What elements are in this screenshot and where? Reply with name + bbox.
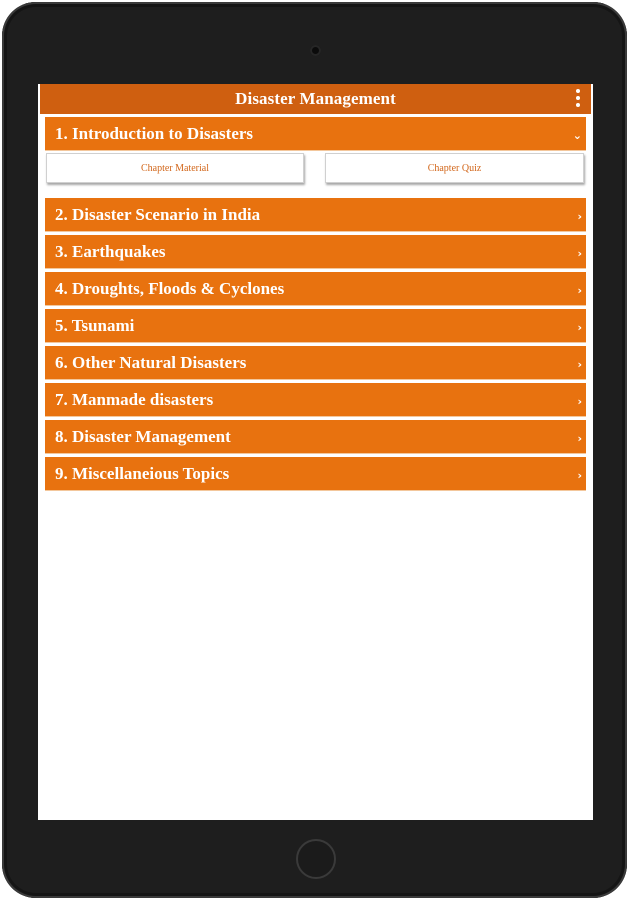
app-screen xyxy=(38,84,593,820)
chevron-right-icon: › xyxy=(577,469,582,482)
chapter-label: 6. Other Natural Disasters xyxy=(55,353,247,372)
chapter-material-button[interactable]: Chapter Material xyxy=(46,153,304,183)
chapter-label: 9. Miscellaneious Topics xyxy=(55,464,230,483)
app-title: Disaster Management xyxy=(235,89,396,108)
chapter-1-options xyxy=(45,151,586,195)
chapter-label: 7. Manmade disasters xyxy=(55,390,214,409)
chevron-right-icon: › xyxy=(577,321,582,334)
chevron-right-icon: › xyxy=(577,210,582,223)
tablet-frame xyxy=(2,2,627,898)
chapter-label: 1. Introduction to Disasters xyxy=(55,124,254,143)
chevron-right-icon: › xyxy=(577,432,582,445)
chapter-label: 4. Droughts, Floods & Cyclones xyxy=(55,279,285,298)
chevron-right-icon: › xyxy=(577,284,582,297)
chevron-down-icon: ⌄ xyxy=(572,129,582,142)
chapter-row-9[interactable] xyxy=(45,457,586,491)
more-vert-icon[interactable] xyxy=(571,88,585,110)
chapter-label: 2. Disaster Scenario in India xyxy=(55,205,261,224)
chevron-right-icon: › xyxy=(577,395,582,408)
chevron-right-icon: › xyxy=(577,358,582,371)
chapter-row-1[interactable] xyxy=(45,117,586,151)
chapter-quiz-button[interactable]: Chapter Quiz xyxy=(325,153,584,183)
chapter-row-3[interactable] xyxy=(45,235,586,269)
chapter-label: 5. Tsunami xyxy=(55,316,135,335)
chevron-right-icon: › xyxy=(577,247,582,260)
app-bar xyxy=(40,84,591,114)
chapter-row-7[interactable] xyxy=(45,383,586,417)
front-camera xyxy=(310,45,321,56)
chapter-label: 8. Disaster Management xyxy=(55,427,231,446)
home-button[interactable] xyxy=(296,839,336,879)
chapter-row-2[interactable] xyxy=(45,198,586,232)
chapter-label: 3. Earthquakes xyxy=(55,242,166,261)
chapter-list xyxy=(45,117,586,494)
chapter-row-6[interactable] xyxy=(45,346,586,380)
chapter-row-4[interactable] xyxy=(45,272,586,306)
chapter-row-8[interactable] xyxy=(45,420,586,454)
chapter-row-5[interactable] xyxy=(45,309,586,343)
